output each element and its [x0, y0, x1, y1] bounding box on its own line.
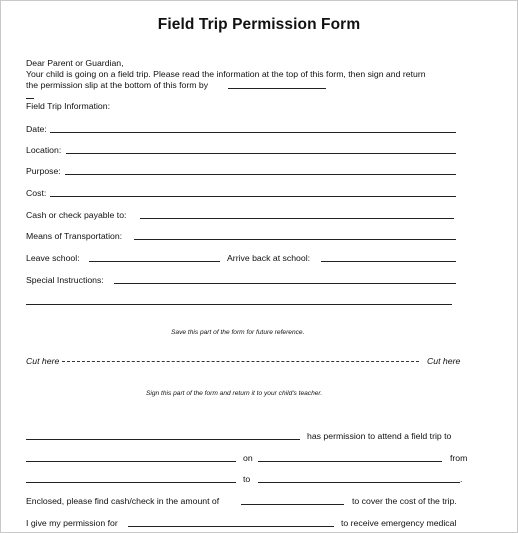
student-name-field[interactable] [26, 439, 300, 440]
purpose-field[interactable] [65, 174, 456, 175]
location-label: Location: [26, 145, 62, 155]
greeting: Dear Parent or Guardian, [26, 58, 124, 68]
intro-line-1: Your child is going on a field trip. Please read the information at the top of this form, then sign and return [26, 69, 426, 79]
arrive-field[interactable] [321, 261, 456, 262]
amount-field[interactable] [241, 504, 344, 505]
payable-field[interactable] [140, 218, 454, 219]
save-note: Save this part of the form for future reference. [171, 329, 305, 336]
date-label: Date: [26, 124, 47, 134]
arrive-label: Arrive back at school: [227, 253, 311, 263]
cost-field[interactable] [50, 196, 456, 197]
sign-note: Sign this part of the form and return it to your child's teacher. [146, 390, 323, 397]
medical-text: to receive emergency medical [341, 518, 457, 528]
transport-label: Means of Transportation: [26, 231, 123, 241]
trip-date-field[interactable] [258, 461, 442, 462]
transport-field[interactable] [134, 239, 456, 240]
to-text: to [243, 474, 251, 484]
special-field[interactable] [114, 283, 456, 284]
from-time-field[interactable] [26, 482, 236, 483]
location-field[interactable] [66, 153, 456, 154]
cut-line [62, 361, 419, 362]
cost-label: Cost: [26, 188, 47, 198]
intro-line-2: the permission slip at the bottom of this form by [26, 80, 209, 90]
on-text: on [243, 453, 253, 463]
give-permission-text: I give my permission for [26, 518, 118, 528]
form-title: Field Trip Permission Form [157, 16, 361, 33]
from-text: from [450, 453, 468, 463]
purpose-label: Purpose: [26, 166, 61, 176]
cut-here-left: Cut here [26, 356, 60, 366]
payable-label: Cash or check payable to: [26, 210, 127, 220]
destination-field[interactable] [26, 461, 236, 462]
period-text: . [460, 474, 463, 484]
leave-field[interactable] [89, 261, 220, 262]
leave-label: Leave school: [26, 253, 80, 263]
cover-cost-text: to cover the cost of the trip. [352, 496, 457, 506]
enclosed-text: Enclosed, please find cash/check in the amount of [26, 496, 220, 506]
special-field-continued[interactable] [26, 304, 452, 305]
divider-tick [26, 98, 34, 99]
cut-here-right: Cut here [427, 356, 461, 366]
info-heading: Field Trip Information: [26, 101, 111, 111]
has-permission-text: has permission to attend a field trip to [307, 431, 452, 441]
date-field[interactable] [50, 132, 456, 133]
special-label: Special Instructions: [26, 275, 104, 285]
to-time-field[interactable] [258, 482, 460, 483]
return-by-date-field[interactable] [228, 88, 326, 89]
medical-name-field[interactable] [128, 526, 334, 527]
